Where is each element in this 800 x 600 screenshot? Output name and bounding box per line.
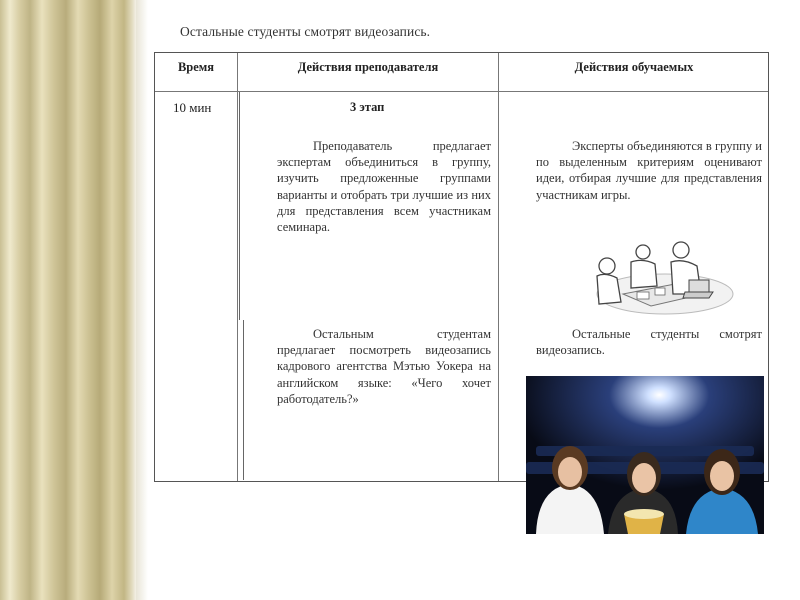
teacher-paragraph-1: Преподаватель предлагает экспертам объединиться в группу, изучить предложенные группами варианты и отобрать три лучшие из них для представления всем участникам семинара.: [277, 139, 491, 235]
students-watching-movie-photo: [526, 376, 764, 534]
stage-label: 3 этап: [350, 100, 385, 114]
column-divider: [237, 53, 238, 481]
header-teacher: Действия преподавателя: [297, 60, 439, 74]
learners-paragraph-2: Остальные студенты смотрят видеозапись.: [536, 327, 762, 358]
column-divider: [498, 53, 499, 481]
header-time: Время: [177, 60, 215, 74]
cell-time: 10 мин: [173, 100, 212, 115]
learners-paragraph-1: Эксперты объединяются в группу и по выделенным критериям оценивают идеи, отбирая лучшие для представления участникам игры.: [536, 139, 762, 202]
top-note: Остальные студенты смотрят видеозапись.: [180, 24, 431, 39]
teacher-paragraph-2: Остальным студентам предлагает посмотреть видеозапись кадрового агентства Мэтью Уокера на английском языке: «Чего хочет работодатель?»: [277, 327, 491, 406]
divider-line: [243, 320, 244, 480]
header-learners: Действия обучаемых: [574, 60, 694, 74]
divider-line: [239, 92, 240, 320]
header-divider: [155, 91, 768, 92]
curtain-decoration: [0, 0, 136, 600]
experts-group-illustration: [585, 236, 735, 318]
